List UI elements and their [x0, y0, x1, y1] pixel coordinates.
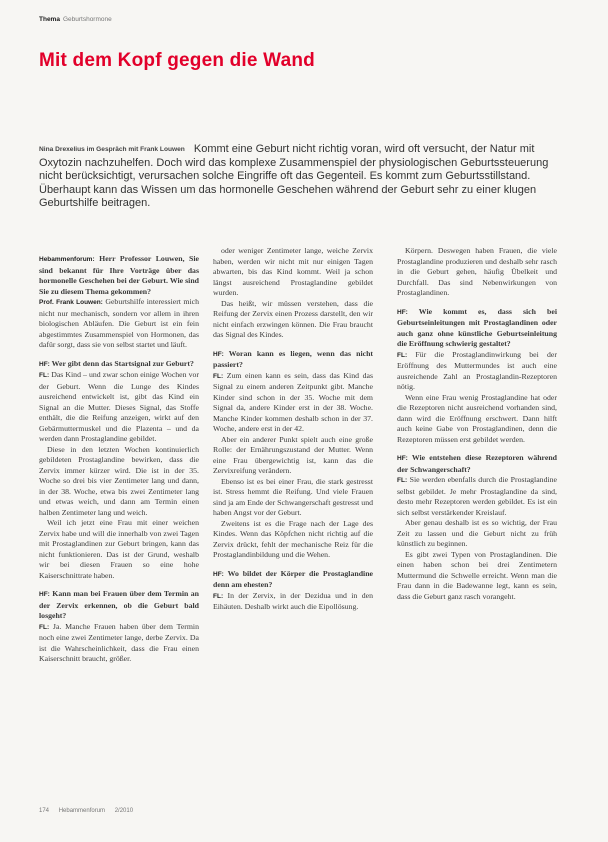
paragraph-text: Das Kind – und zwar schon einige Wochen vor der Geburt. Wenn die Lunge des Kindes ausreichend entwickelt ist, gibt das Kind ein Signal an die Mutter. Dieses Signal, das Stoffe enthält, die die Reifung anzeigen, wirkt auf den Gebärmuttermuskel und die Plazenta – und da werden dann Prostaglandine gebildet.: [39, 370, 200, 443]
paragraph: [39, 622, 199, 665]
paragraph-text: Geburtshilfe interessiert mich nicht nur mechanisch, sondern vor allem in ihren biologischen Abläufen. Die Geburt ist ein fein abgestimmtes Zusammenspiel von Hormonen, das dafür sorgt, dass sie von selbst startet und läuft.: [39, 297, 200, 349]
issue-number: 2/2010: [114, 808, 134, 814]
text-column-1: [39, 246, 199, 665]
paragraph-text: Wer gibt denn das Startsignal zur Geburt?: [51, 358, 194, 368]
paragraph: [397, 393, 557, 446]
text-column-3: [397, 246, 557, 602]
paragraph-text: In der Zervix, in der Dezidua und in den Eihäuten. Deshalb wirkt auch die Eipollösung.: [213, 590, 374, 611]
lead-text: Kommt eine Geburt nicht richtig voran, wird oft versucht, der Natur mit Oxytozin nachzuhelfen. Doch wird das komplexe Zusammenspiel der physiologischen Geburtssteuerung nicht berücksichtigt, verursachen solche Eingriffe oft das Gegenteil. Es kommt zum Geburtsstillstand. Überhaupt kann das Wissen um das hormonelle Geschehen während der Geburt sehr zu einer klugen Geburtshilfe beitragen.: [39, 143, 549, 210]
paragraph: [39, 359, 199, 371]
speaker-label: FL:: [39, 623, 50, 631]
speaker-label: FL:: [397, 351, 408, 359]
paragraph-text: Aber ein anderer Punkt spielt auch eine große Rolle: der Ernährungszustand der Mutter. Wenn eine Frau übergewichtig ist, kann das die Zervixreifung verändern.: [213, 434, 373, 475]
paragraph-text: Zweitens ist es die Frage nach der Lage des Kindes. Wenn das Köpfchen nicht richtig auf die Zervix drückt, fehlt der mechanische Reiz für die Prostaglandinbildung und die Wehen.: [213, 518, 373, 559]
paragraph: [213, 569, 373, 591]
speaker-label: Hebammenforum:: [39, 256, 95, 263]
paragraph-text: Wie entstehen diese Rezeptoren während der Schwangerschaft?: [397, 453, 558, 474]
paragraph-text: Herr Professor Louwen, Sie sind bekannt für Ihre Vorträge über das hormonelle Geschehen bei der Geburt. Wie sind Sie zu diesem Thema gekommen?: [39, 254, 199, 296]
article-title: Mit dem Kopf gegen die Wand: [39, 50, 315, 71]
paragraph: [213, 435, 373, 477]
paragraph-text: Aber genau deshalb ist es so wichtig, der Frau Zeit zu lassen und die Geburt nicht zu früh künstlich zu beginnen.: [397, 518, 557, 548]
section-label: Thema: [39, 16, 60, 23]
paragraph: [397, 475, 557, 518]
paragraph: [397, 453, 557, 475]
page-number: 174: [39, 808, 50, 814]
paragraph: [213, 591, 373, 613]
paragraph-text: Das heißt, wir müssen verstehen, dass die Reifung der Zervix einen Prozess darstellt, den wir nicht einfach erzwingen können. Die Frau braucht das Signal des Kindes.: [213, 298, 373, 339]
paragraph-text: Weil ich jetzt eine Frau mit einer weichen Zervix habe und will die innerhalb von zwei Tagen mit Prostaglandinen zur Geburt bringen, kann das nicht funktionieren. Das ist der Grund, weshalb wir bei diesen Frauen so eine hohe Kaiserschnittrate haben.: [39, 518, 199, 580]
paragraph: [213, 371, 373, 435]
paragraph: [397, 518, 557, 550]
paragraph: [213, 349, 373, 371]
paragraph: [397, 246, 557, 299]
paragraph: [39, 445, 199, 519]
article-lead: [39, 143, 557, 211]
paragraph-text: Ja. Manche Frauen haben über dem Termin noch eine zwei Zentimeter lange, derbe Zervix. Da ist die Wahrscheinlichkeit, dass die Frau einen Kaiserschnitt braucht, größer.: [39, 621, 200, 663]
speaker-label: HF:: [213, 570, 224, 578]
paragraph-text: Sie werden ebenfalls durch die Prostaglandine selbst gebildet. Je mehr Prostaglandine da sind, desto mehr Rezeptoren werden gebildet. Es ist ein sich selbst verstärkender Kreislauf.: [397, 475, 557, 517]
paragraph: [39, 518, 199, 581]
category-label: Geburtshormone: [62, 16, 112, 23]
running-header: [39, 16, 112, 23]
paragraph-text: oder weniger Zentimeter lange, weiche Zervix haben, werden wir nicht mit nur einigen Tagen abwarten, bis das Kind kommt. Weil ja schon längst ausreichend Prostaglandine gebildet wurden.: [213, 246, 373, 297]
paragraph: [213, 299, 373, 341]
speaker-label: Prof. Frank Louwen:: [39, 299, 103, 306]
paragraph-text: Wie kommt es, dass sich bei Geburtseinleitungen mit Prostaglandinen oder auch ganz ohne künstliche Geburtseinleitung die Eröffnung schwierig gestaltet?: [397, 306, 558, 348]
speaker-label: FL:: [397, 477, 408, 484]
paragraph-text: Kann man bei Frauen über dem Termin an der Zervix erkennen, ob die Geburt bald losgeht?: [39, 589, 199, 620]
speaker-label: HF:: [39, 591, 50, 598]
page-footer: [39, 808, 141, 814]
paragraph-text: Körpern. Deswegen haben Frauen, die viele Prostaglandine produzieren und deshalb sehr rasch in die Geburt gehen, häufig Übelkeit und Durchfall. Das sind Nebenwirkungen von Prostaglandinen.: [397, 246, 557, 297]
paragraph: [39, 254, 199, 297]
paragraph: [213, 519, 373, 561]
paragraph-text: Für die Prostaglandinwirkung bei der Eröffnung des Muttermundes ist auch eine ausreichende Zahl an Prostaglandin-Rezeptoren nötig.: [397, 349, 557, 391]
paragraph-text: Wenn eine Frau wenig Prostaglandine hat oder die Rezeptoren nicht ausreichend vorhanden sind, dann wird die Eröffnung erschwert. Dann hilft auch keine Gabe von Prostaglandinen, denn die Rezeptoren müssen erst gebildet werden.: [397, 392, 557, 444]
byline: Nina Drexelius im Gespräch mit Frank Louwen: [39, 146, 185, 153]
publication-name: Hebammenforum: [58, 808, 106, 814]
speaker-label: HF:: [39, 360, 50, 368]
paragraph: [397, 350, 557, 393]
paragraph: [39, 370, 199, 445]
paragraph: [213, 477, 373, 519]
paragraph: [39, 589, 199, 622]
speaker-label: HF:: [213, 350, 224, 358]
speaker-label: HF:: [397, 455, 408, 462]
paragraph-text: Ebenso ist es bei einer Frau, die stark gestresst ist. Stress hemmt die Reifung. Und viele Frauen sind ja am Ende der Schwangerschaft gestresst und haben Angst vor der Geburt.: [213, 476, 373, 517]
paragraph-text: Woran kann es liegen, wenn das nicht passiert?: [213, 348, 373, 369]
speaker-label: FL:: [213, 592, 224, 600]
paragraph-text: Es gibt zwei Typen von Prostaglandinen. Die einen haben schon bei drei Zentimetern Muttermund die Schwelle erreicht. Wenn man die Frau dann in die Badewanne legt, kann es sein, dass die Geburt ganz rasch vorangeht.: [397, 549, 557, 601]
paragraph-text: Wo bildet der Körper die Prostaglandine denn am ehesten?: [213, 568, 373, 589]
paragraph: [213, 246, 373, 299]
paragraph: [397, 307, 557, 350]
paragraph: [39, 297, 199, 351]
paragraph: [397, 550, 557, 603]
speaker-label: FL:: [213, 372, 224, 380]
speaker-label: FL:: [39, 372, 50, 379]
paragraph-text: Zum einen kann es sein, dass das Kind das Signal zu einem anderen Zeitpunkt gibt. Manche Kinder sind schon in der 35. Woche mit dem Signal da, andere Kinder erst in der 38. Woche. Manche Kinder kommen deshalb schon in der 37. Woche, andere erst in der 42.: [213, 370, 373, 433]
text-column-2: [213, 246, 373, 613]
paragraph-text: Diese in den letzten Wochen kontinuierlich gebildeten Prostaglandine bewirken, dass die Zervix immer kürzer wird. Die ist in der 35. Woche so drei bis vier Zentimeter lang und dann, in der 38. Woche, etwa bis zwei Zentimeter lang und etwas weich, und dann am Termin einen halben Zentimeter lang und weich.: [39, 444, 199, 517]
speaker-label: HF:: [397, 308, 408, 316]
